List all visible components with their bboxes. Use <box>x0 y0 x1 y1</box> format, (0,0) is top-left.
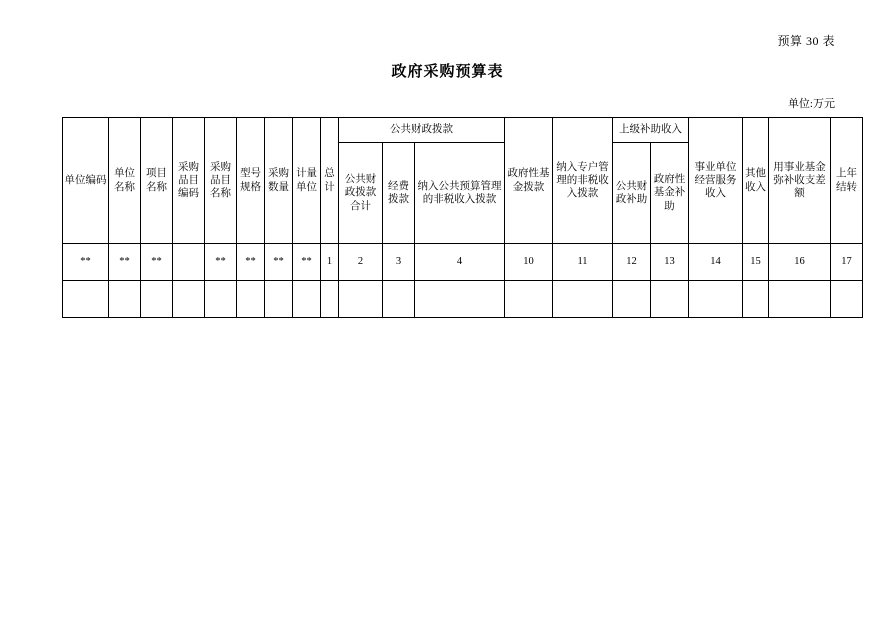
cell-purchase-item-code <box>173 281 205 318</box>
header-business-unit-income: 事业单位经营服务收入 <box>689 118 743 244</box>
cell-purchase-item-name <box>205 281 237 318</box>
cell-purchase-qty: ** <box>265 244 293 281</box>
header-non-tax-included: 纳入公共预算管理的非税收入拨款 <box>415 143 505 244</box>
header-superior-public-finance: 公共财政补助 <box>613 143 651 244</box>
cell-total <box>321 281 339 318</box>
cell-public-finance-total <box>339 281 383 318</box>
cell-other-income <box>743 281 769 318</box>
header-measure-unit: 计量单位 <box>293 118 321 244</box>
table-header-row-top <box>63 118 863 143</box>
cell-unit-name <box>109 281 141 318</box>
cell-superior-public-finance: 12 <box>613 244 651 281</box>
government-procurement-budget-table <box>62 117 863 318</box>
cell-purchase-qty <box>265 281 293 318</box>
cell-operating-funds: 3 <box>383 244 415 281</box>
header-purchase-item-code: 采购品目编码 <box>173 118 205 244</box>
header-special-account: 纳入专户管理的非税收入拨款 <box>553 118 613 244</box>
header-unit-code: 单位编码 <box>63 118 109 244</box>
header-public-finance-group: 公共财政拨款 <box>339 118 505 143</box>
table-header <box>63 118 863 244</box>
page-title: 政府采购预算表 <box>391 64 504 80</box>
cell-model-spec <box>237 281 265 318</box>
header-model-spec: 型号规格 <box>237 118 265 244</box>
cell-superior-gov-fund <box>651 281 689 318</box>
form-code-label: 预算 30 表 <box>777 34 835 48</box>
cell-gov-fund: 10 <box>505 244 553 281</box>
cell-purchase-item-name: ** <box>205 244 237 281</box>
cell-measure-unit <box>293 281 321 318</box>
table-row <box>63 244 863 281</box>
cell-model-spec: ** <box>237 244 265 281</box>
cell-unit-code: ** <box>63 244 109 281</box>
cell-gov-fund <box>505 281 553 318</box>
header-superior-subsidy-group: 上级补助收入 <box>613 118 689 143</box>
cell-project-name: ** <box>141 244 173 281</box>
cell-measure-unit: ** <box>293 244 321 281</box>
header-gov-fund: 政府性基金拨款 <box>505 118 553 244</box>
cell-other-income: 15 <box>743 244 769 281</box>
cell-carryover <box>831 281 863 318</box>
header-purchase-item-name: 采购品目名称 <box>205 118 237 244</box>
cell-special-account <box>553 281 613 318</box>
cell-fund-balance: 16 <box>769 244 831 281</box>
cell-public-finance-total: 2 <box>339 244 383 281</box>
cell-unit-name: ** <box>109 244 141 281</box>
cell-non-tax-included: 4 <box>415 244 505 281</box>
cell-superior-gov-fund: 13 <box>651 244 689 281</box>
unit-of-measure-note: 单位:万元 <box>787 98 835 110</box>
cell-project-name <box>141 281 173 318</box>
header-public-finance-total: 公共财政拨款合计 <box>339 143 383 244</box>
cell-business-unit-income <box>689 281 743 318</box>
cell-non-tax-included <box>415 281 505 318</box>
cell-business-unit-income: 14 <box>689 244 743 281</box>
cell-special-account: 11 <box>553 244 613 281</box>
header-other-income: 其他收入 <box>743 118 769 244</box>
cell-fund-balance <box>769 281 831 318</box>
table-body <box>63 244 863 318</box>
cell-operating-funds <box>383 281 415 318</box>
cell-carryover: 17 <box>831 244 863 281</box>
header-project-name: 项目名称 <box>141 118 173 244</box>
table-row <box>63 281 863 318</box>
header-carryover: 上年结转 <box>831 118 863 244</box>
cell-superior-public-finance <box>613 281 651 318</box>
header-superior-gov-fund: 政府性基金补助 <box>651 143 689 244</box>
header-operating-funds: 经费拨款 <box>383 143 415 244</box>
cell-unit-code <box>63 281 109 318</box>
cell-total: 1 <box>321 244 339 281</box>
header-purchase-qty: 采购数量 <box>265 118 293 244</box>
header-fund-balance: 用事业基金弥补收支差额 <box>769 118 831 244</box>
header-unit-name: 单位名称 <box>109 118 141 244</box>
header-total: 总计 <box>321 118 339 244</box>
cell-purchase-item-code <box>173 244 205 281</box>
